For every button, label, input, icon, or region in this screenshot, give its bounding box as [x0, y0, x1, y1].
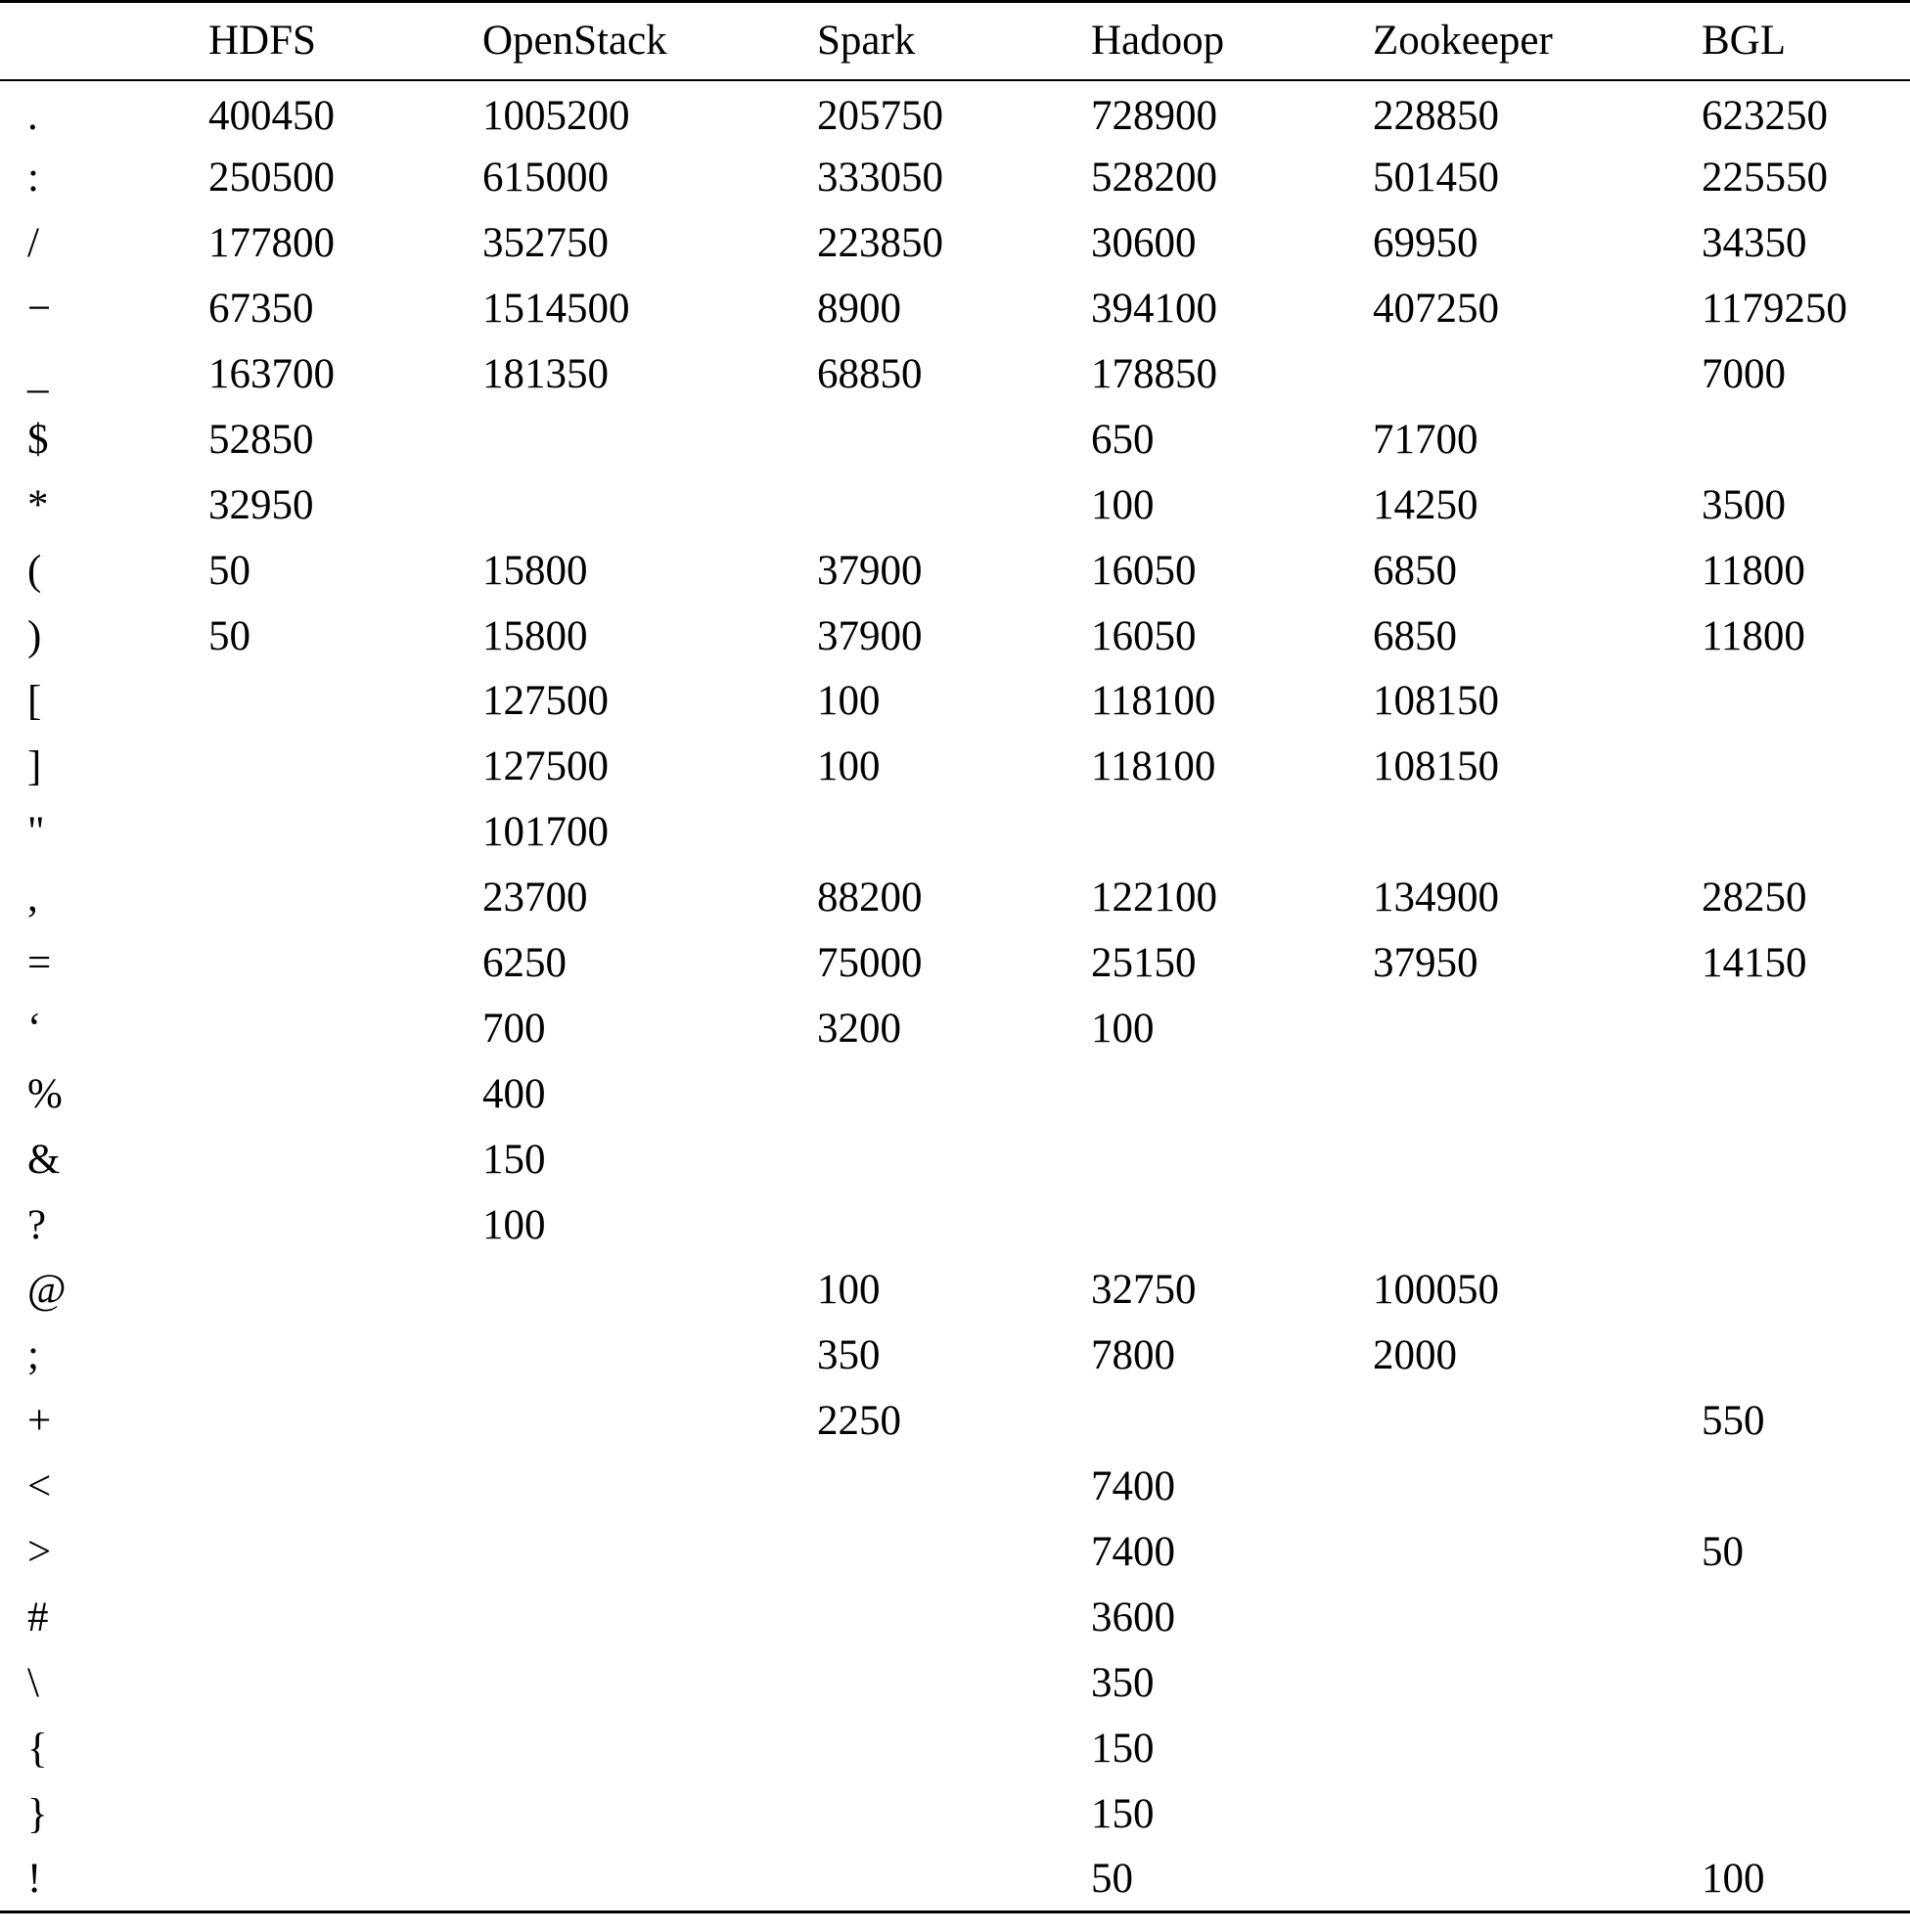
count-cell	[1702, 1061, 1910, 1127]
count-cell: 14250	[1373, 481, 1478, 528]
count-cell: 623250	[1702, 92, 1828, 139]
count-cell: 181350	[482, 351, 609, 397]
count-cell: 134900	[1373, 875, 1499, 921]
count-cell: 23700	[482, 875, 588, 921]
count-cell: 32750	[1091, 1267, 1197, 1314]
count-cell	[208, 1127, 482, 1192]
count-cell: 75000	[817, 940, 923, 987]
count-cell: 100	[1702, 1847, 1910, 1912]
symbol-cell: +	[27, 1398, 52, 1445]
count-cell: 223850	[817, 220, 943, 267]
table-row	[0, 604, 1910, 669]
count-cell: 350	[1091, 1659, 1155, 1706]
count-cell	[1702, 669, 1910, 735]
count-cell: 177800	[208, 220, 335, 267]
count-cell: 118100	[1091, 678, 1216, 725]
count-cell	[817, 1519, 1091, 1585]
count-cell	[208, 1258, 482, 1324]
count-cell	[208, 1388, 482, 1454]
count-cell	[208, 1519, 482, 1585]
count-cell: 205750	[817, 92, 943, 139]
count-cell: 127500	[482, 678, 609, 725]
count-cell: 127500	[482, 743, 609, 790]
count-cell	[1702, 996, 1910, 1061]
count-cell: 100	[482, 1201, 546, 1248]
count-cell: 30600	[1091, 220, 1197, 267]
count-cell: 100	[1091, 481, 1155, 528]
count-cell	[1373, 1127, 1702, 1192]
count-cell: 150	[1091, 1790, 1155, 1837]
count-cell	[482, 1716, 817, 1781]
table-row	[0, 145, 1910, 210]
count-cell: 615000	[482, 155, 609, 202]
count-cell: 7400	[1091, 1463, 1175, 1510]
count-cell	[1702, 407, 1910, 472]
count-cell	[208, 865, 482, 930]
count-cell: 34350	[1702, 220, 1807, 267]
count-cell	[1702, 1454, 1910, 1519]
count-cell	[817, 472, 1091, 538]
symbol-cell: !	[0, 1847, 208, 1912]
table-row	[0, 1847, 1910, 1912]
symbol-cell: −	[27, 286, 52, 333]
count-cell: 68850	[817, 351, 923, 397]
count-cell: 407250	[1373, 286, 1499, 333]
count-cell: 50	[208, 612, 250, 659]
count-cell: 400450	[208, 92, 335, 139]
symbol-cell: ?	[27, 1201, 47, 1248]
header-cell-zookeeper: Zookeeper	[1373, 2, 1702, 80]
count-cell: 37900	[817, 612, 923, 659]
count-cell	[482, 1258, 817, 1324]
count-cell: 15800	[482, 612, 588, 659]
symbol-cell: :	[27, 155, 39, 202]
count-cell: 6850	[1373, 612, 1457, 659]
count-cell	[1702, 1781, 1910, 1847]
count-cell	[208, 799, 482, 865]
count-cell	[817, 1650, 1091, 1716]
symbol-cell: ;	[27, 1332, 39, 1379]
count-cell: 1179250	[1702, 286, 1847, 333]
count-cell	[482, 1519, 817, 1585]
table-row	[0, 472, 1910, 538]
count-cell	[208, 996, 482, 1061]
symbol-cell: %	[27, 1070, 63, 1117]
count-cell	[482, 1323, 817, 1388]
table-row	[0, 1585, 1910, 1650]
symbol-cell: >	[27, 1529, 52, 1576]
count-cell	[208, 734, 482, 799]
count-cell: 100	[1091, 1005, 1155, 1052]
count-cell: 1514500	[482, 286, 630, 333]
count-cell	[1702, 1323, 1910, 1388]
count-cell: 6850	[1373, 547, 1457, 594]
symbol-cell: .	[27, 92, 38, 139]
count-cell: 16050	[1091, 547, 1197, 594]
count-cell: 3500	[1702, 481, 1786, 528]
count-cell: 1005200	[482, 92, 630, 139]
count-cell	[1373, 1519, 1702, 1585]
count-cell	[208, 1061, 482, 1127]
count-cell: 15800	[482, 547, 588, 594]
count-cell: 3200	[817, 1005, 901, 1052]
table-row	[0, 1192, 1910, 1258]
count-cell	[1373, 799, 1702, 865]
count-cell: 50	[208, 547, 250, 594]
count-cell: 11800	[1702, 612, 1805, 659]
count-cell: 528200	[1091, 155, 1217, 202]
table-row	[0, 1388, 1910, 1454]
table-row	[0, 734, 1910, 799]
count-cell	[208, 1585, 482, 1650]
header-cell-bgl: BGL	[1702, 2, 1910, 80]
count-cell: 100050	[1373, 1267, 1499, 1314]
symbol-cell: ,	[27, 875, 38, 921]
count-cell	[208, 1192, 482, 1258]
table-row	[0, 1781, 1910, 1847]
count-cell: 8900	[817, 286, 901, 333]
header-cell-hdfs: HDFS	[208, 2, 482, 80]
symbol-cell: *	[27, 481, 49, 528]
table-row	[0, 538, 1910, 604]
count-cell	[817, 407, 1091, 472]
symbol-cell: ]	[27, 743, 42, 790]
count-cell	[1091, 1061, 1373, 1127]
count-cell	[482, 1650, 817, 1716]
count-cell	[1702, 1192, 1910, 1258]
count-cell: 52850	[208, 416, 314, 463]
count-cell: 50	[1702, 1529, 1744, 1576]
count-cell	[1702, 1585, 1910, 1650]
count-cell	[482, 1847, 817, 1912]
table-row	[0, 1650, 1910, 1716]
count-cell: 550	[1702, 1398, 1765, 1445]
count-cell: 333050	[817, 155, 943, 202]
count-cell: 700	[482, 1005, 546, 1052]
count-cell	[208, 669, 482, 735]
count-cell: 25150	[1091, 940, 1197, 987]
count-cell: 650	[1091, 416, 1155, 463]
count-cell	[1091, 1127, 1373, 1192]
header-cell-spark: Spark	[817, 2, 1091, 80]
count-cell: 11800	[1702, 547, 1805, 594]
symbol-cell: [	[27, 678, 42, 725]
count-cell	[1091, 1192, 1373, 1258]
count-cell: 16050	[1091, 612, 1197, 659]
count-cell: 228850	[1373, 92, 1499, 139]
count-cell	[817, 1127, 1091, 1192]
table-row	[0, 996, 1910, 1061]
symbol-cell: <	[27, 1463, 52, 1510]
count-cell	[482, 472, 817, 538]
count-cell: 225550	[1702, 155, 1828, 202]
count-cell	[208, 1454, 482, 1519]
table-row	[0, 669, 1910, 735]
count-cell	[208, 1716, 482, 1781]
count-cell	[482, 1781, 817, 1847]
table-row	[0, 1323, 1910, 1388]
count-cell	[1373, 1716, 1702, 1781]
count-cell	[208, 1650, 482, 1716]
table-row	[0, 276, 1910, 341]
table-row	[0, 210, 1910, 276]
count-cell	[817, 1061, 1091, 1127]
count-cell: 350	[817, 1332, 881, 1379]
count-cell	[1373, 1650, 1702, 1716]
count-cell: 14150	[1702, 940, 1807, 987]
count-cell	[1373, 1585, 1702, 1650]
symbol-cell: (	[27, 547, 42, 594]
count-cell	[208, 1847, 482, 1912]
count-cell: 100	[817, 743, 881, 790]
count-cell	[1373, 1847, 1702, 1912]
symbol-cell: _	[27, 351, 49, 397]
table-body	[0, 80, 1910, 1912]
count-cell	[1373, 1781, 1702, 1847]
count-cell: 67350	[208, 286, 314, 333]
symbol-cell: /	[27, 220, 39, 267]
count-cell	[817, 1716, 1091, 1781]
count-cell	[817, 1454, 1091, 1519]
symbol-cell: #	[27, 1594, 49, 1640]
count-cell	[1373, 1454, 1702, 1519]
table-row	[0, 799, 1910, 865]
table-row	[0, 1519, 1910, 1585]
symbol-cell: &	[27, 1136, 61, 1183]
table-row	[0, 930, 1910, 996]
header-row	[0, 2, 1910, 80]
count-cell: 108150	[1373, 743, 1499, 790]
count-cell: 7400	[1091, 1529, 1175, 1576]
count-cell: 7800	[1091, 1332, 1175, 1379]
count-cell: 150	[482, 1136, 546, 1183]
count-cell: 7000	[1702, 351, 1786, 397]
count-cell: 3600	[1091, 1594, 1175, 1640]
header-cell-hadoop: Hadoop	[1091, 2, 1373, 80]
count-cell	[482, 1388, 817, 1454]
count-cell	[208, 1323, 482, 1388]
count-cell: 501450	[1373, 155, 1499, 202]
table-row	[0, 1454, 1910, 1519]
table-row	[0, 865, 1910, 930]
symbol-cell: ‘	[27, 1005, 42, 1052]
count-cell: 118100	[1091, 743, 1216, 790]
count-cell	[1702, 799, 1910, 865]
table-row	[0, 1716, 1910, 1781]
count-cell	[1702, 1716, 1910, 1781]
count-cell	[1702, 1258, 1910, 1324]
count-cell: 50	[1091, 1847, 1373, 1912]
symbol-cell: $	[27, 416, 49, 463]
table-row	[0, 80, 1910, 146]
count-cell: 178850	[1091, 351, 1217, 397]
count-cell: 37950	[1373, 940, 1478, 987]
count-cell: 71700	[1373, 416, 1478, 463]
count-cell: 352750	[482, 220, 609, 267]
count-cell	[817, 1585, 1091, 1650]
count-cell: 108150	[1373, 678, 1499, 725]
symbol-cell: {	[27, 1725, 48, 1772]
count-cell	[1091, 799, 1373, 865]
count-cell	[1373, 996, 1702, 1061]
count-cell: 150	[1091, 1725, 1155, 1772]
count-cell	[817, 799, 1091, 865]
count-cell: 69950	[1373, 220, 1478, 267]
count-cell: 122100	[1091, 875, 1217, 921]
count-cell	[482, 1585, 817, 1650]
count-cell	[1373, 1061, 1702, 1127]
table-row	[0, 341, 1910, 407]
count-cell	[817, 1847, 1091, 1912]
symbol-cell: "	[27, 809, 45, 856]
count-cell	[1702, 1127, 1910, 1192]
count-cell: 6250	[482, 940, 567, 987]
count-cell: 2000	[1373, 1332, 1457, 1379]
count-cell: 400	[482, 1070, 546, 1117]
count-cell: 2250	[817, 1398, 901, 1445]
count-cell	[1373, 1388, 1702, 1454]
count-cell	[817, 1781, 1091, 1847]
count-cell: 37900	[817, 547, 923, 594]
count-cell: 32950	[208, 481, 314, 528]
count-cell: 100	[817, 1267, 881, 1314]
symbol-cell: \	[27, 1659, 39, 1706]
header-cell-symbol	[0, 2, 208, 80]
count-cell	[1702, 1650, 1910, 1716]
count-cell: 100	[817, 678, 881, 725]
count-cell: 394100	[1091, 286, 1217, 333]
count-cell	[817, 1192, 1091, 1258]
count-cell	[208, 930, 482, 996]
count-cell	[208, 1781, 482, 1847]
count-cell	[1373, 341, 1702, 407]
table-row	[0, 1258, 1910, 1324]
symbol-cell: @	[27, 1267, 67, 1314]
symbol-cell: )	[27, 612, 42, 659]
count-cell	[482, 407, 817, 472]
table-row	[0, 1061, 1910, 1127]
symbol-cell: =	[27, 940, 52, 987]
header-cell-openstack: OpenStack	[482, 2, 817, 80]
table-row	[0, 407, 1910, 472]
symbol-cell: }	[27, 1790, 48, 1837]
count-cell: 728900	[1091, 92, 1217, 139]
count-cell: 250500	[208, 155, 335, 202]
table-row	[0, 1127, 1910, 1192]
count-cell	[1091, 1388, 1373, 1454]
count-cell: 163700	[208, 351, 335, 397]
count-cell: 88200	[817, 875, 923, 921]
count-cell	[1373, 1192, 1702, 1258]
count-cell	[482, 1454, 817, 1519]
count-cell	[1702, 734, 1910, 799]
count-cell: 101700	[482, 809, 609, 856]
count-cell: 28250	[1702, 875, 1807, 921]
table-header	[0, 2, 1910, 80]
